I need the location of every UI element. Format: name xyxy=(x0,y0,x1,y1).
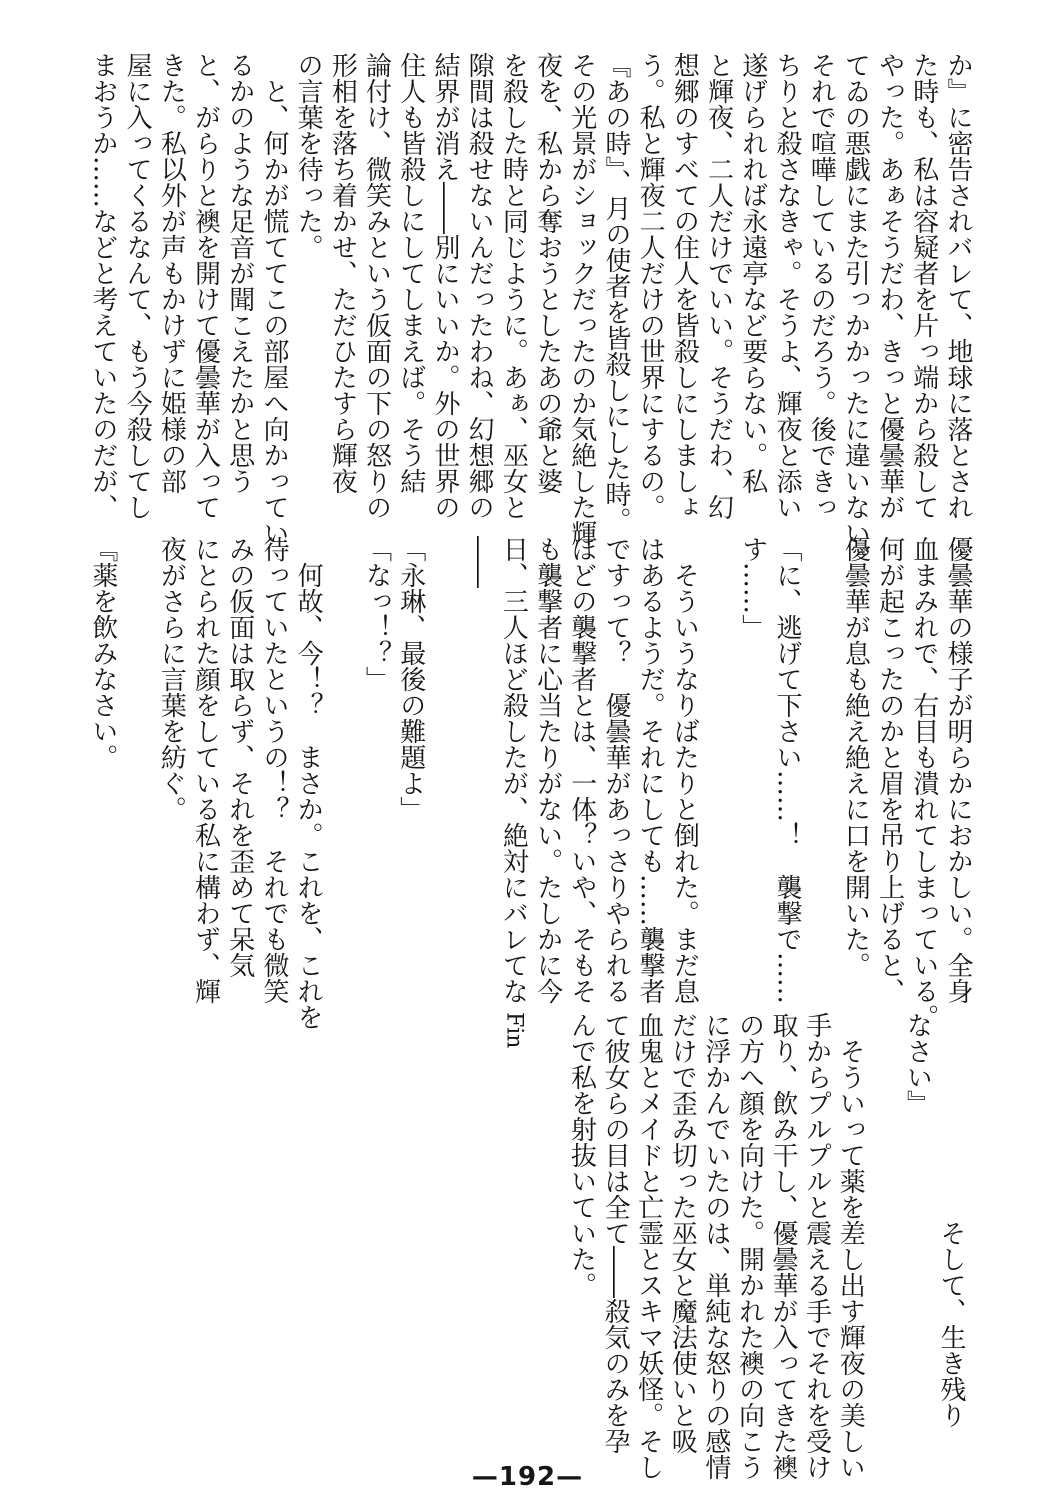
text-column: の言葉を待った。 xyxy=(293,52,324,260)
text-column: 『あの時』、月の使者を皆殺しにした時。 xyxy=(600,52,631,533)
text-column: 論付け、微笑みという仮面の下の怒りの xyxy=(361,52,392,520)
text-column: か』に密告されバレて、地球に落とされ xyxy=(943,52,973,520)
text-column xyxy=(866,1012,900,1452)
text-column: だけで歪み切った巫女と魔法使いと吸 xyxy=(667,1012,698,1454)
text-column: も襲撃者に心当たりがない。たしかに今 xyxy=(532,536,563,1004)
text-column: 日、三人ほど殺したが、絶対にバレてな xyxy=(498,536,529,1004)
text-column: 夜がさらに言葉を紡ぐ。 xyxy=(156,536,187,822)
text-column: ―― xyxy=(464,536,495,588)
text-column: 血鬼とメイドと亡霊とスキマ妖怪。そし xyxy=(633,1012,664,1480)
text-tier-lower xyxy=(497,1012,967,1480)
text-column: はあるようだ。それにしても……襲撃者 xyxy=(635,536,666,1004)
text-column: 「永琳、最後の難題よ」 xyxy=(395,536,426,822)
text-column: に浮かんでいたのは、単純な怒りの感情 xyxy=(700,1012,731,1480)
text-column: 取り、飲み干し、優曇華が入ってきた襖 xyxy=(768,1012,799,1480)
text-column: 結界が消え――別にいいか。外の世界の xyxy=(429,52,460,520)
text-column: みの仮面は取らず、それを歪めて呆気 xyxy=(224,536,255,978)
text-column: 血まみれで、右目も潰れてしまっている。 xyxy=(908,536,939,1030)
text-column: ちりと殺さなきゃ。そうよ、輝夜と添い xyxy=(771,52,802,520)
text-column: 「なっ！？」 xyxy=(361,536,392,692)
text-column xyxy=(701,536,735,1006)
page-number: —192— xyxy=(471,1462,584,1492)
text-column: の方へ顔を向けた。開かれた襖の向こう xyxy=(734,1012,765,1480)
text-column: 何故、今！？ まさか。これを、これを xyxy=(293,536,324,1030)
text-column: て彼女らの目は全て――殺気のみを孕 xyxy=(600,1012,631,1454)
text-column xyxy=(428,536,462,1006)
text-column: と、がらりと襖を開けて優曇華が入って xyxy=(190,52,221,520)
text-column: 優曇華が息も絶え絶えに口を開いた。 xyxy=(840,536,871,978)
text-column: 屋に入ってくるなんて、もう今殺してし xyxy=(122,52,153,520)
text-column: 形相を落ち着かせ、ただひたすら輝夜 xyxy=(327,52,358,494)
text-column: す……」 xyxy=(737,536,768,640)
text-column: 遂げられれば永遠亭など要らない。私 xyxy=(737,52,768,494)
text-column: きた。私以外が声もかけずに姫様の部 xyxy=(156,52,187,494)
text-column: その光景がショックだったのか気絶した輝 xyxy=(566,52,597,546)
text-column: 想郷のすべての住人を皆殺しにしましょ xyxy=(669,52,700,520)
fin-mark: Fin xyxy=(501,1012,527,1049)
text-column xyxy=(804,536,838,1006)
text-tier-middle xyxy=(86,536,975,1030)
text-column xyxy=(325,536,359,1006)
text-tier-upper xyxy=(86,52,975,572)
text-column: なさい』 xyxy=(902,1012,933,1116)
text-column: と、何かが慌ててこの部屋へ向かってい xyxy=(258,52,289,546)
text-column: そういって薬を差し出す輝夜の美しい xyxy=(835,1012,866,1480)
text-column: を殺した時と同じように。あぁ、巫女と xyxy=(498,52,529,520)
text-column: 手からプルプルと震える手でそれを受け xyxy=(801,1012,832,1480)
text-column: 「に、逃げて下さい……！ 襲撃で…… xyxy=(771,536,802,1004)
text-column: てゐの悪戯にまた引っかかったに違いない。 xyxy=(840,52,871,572)
text-column: 待っていたというの！？ それでも微笑 xyxy=(258,536,289,1004)
text-column xyxy=(120,536,154,1006)
text-column: るかのような足音が聞こえたかと思う xyxy=(224,52,255,494)
text-column: にとられた顔をしている私に構わず、輝 xyxy=(190,536,221,1004)
text-column: 『薬を飲みなさい。 xyxy=(87,536,118,770)
text-column: そういうなりばたりと倒れた。まだ息 xyxy=(669,536,700,1004)
text-column: まおうか……などと考えていたのだが、 xyxy=(87,52,118,520)
text-column: と輝夜、二人だけでいい。そうだわ、幻 xyxy=(703,52,734,520)
text-column: 住人も皆殺しにしてしまえば。そう結 xyxy=(395,52,426,494)
text-column: 隙間は殺せないんだったわね、幻想郷の xyxy=(464,52,495,520)
text-column: ほどの襲撃者とは、一体？いや、そもそ xyxy=(566,536,597,1004)
text-column xyxy=(530,1012,564,1452)
text-column: た時も、私は容疑者を片っ端から殺して xyxy=(908,52,939,520)
text-column: んで私を射抜いていた。 xyxy=(566,1012,597,1298)
text-column: そして、生き残り xyxy=(936,1012,966,1428)
text-column: う。私と輝夜二人だけの世界にするの。 xyxy=(635,52,666,520)
text-column: 何が起こったのかと眉を吊り上げると、 xyxy=(874,536,905,1004)
text-column: ですって？ 優曇華があっさりやられる xyxy=(600,536,631,1004)
text-column: 夜を、私から奪おうとしたあの爺と婆 xyxy=(532,52,563,494)
text-column: それで喧嘩しているのだろう。後できっ xyxy=(806,52,837,520)
text-column: 優曇華の様子が明らかにおかしい。全身 xyxy=(943,536,973,1004)
text-column: やった。あぁそうだわ、きっと優曇華が xyxy=(874,52,905,520)
